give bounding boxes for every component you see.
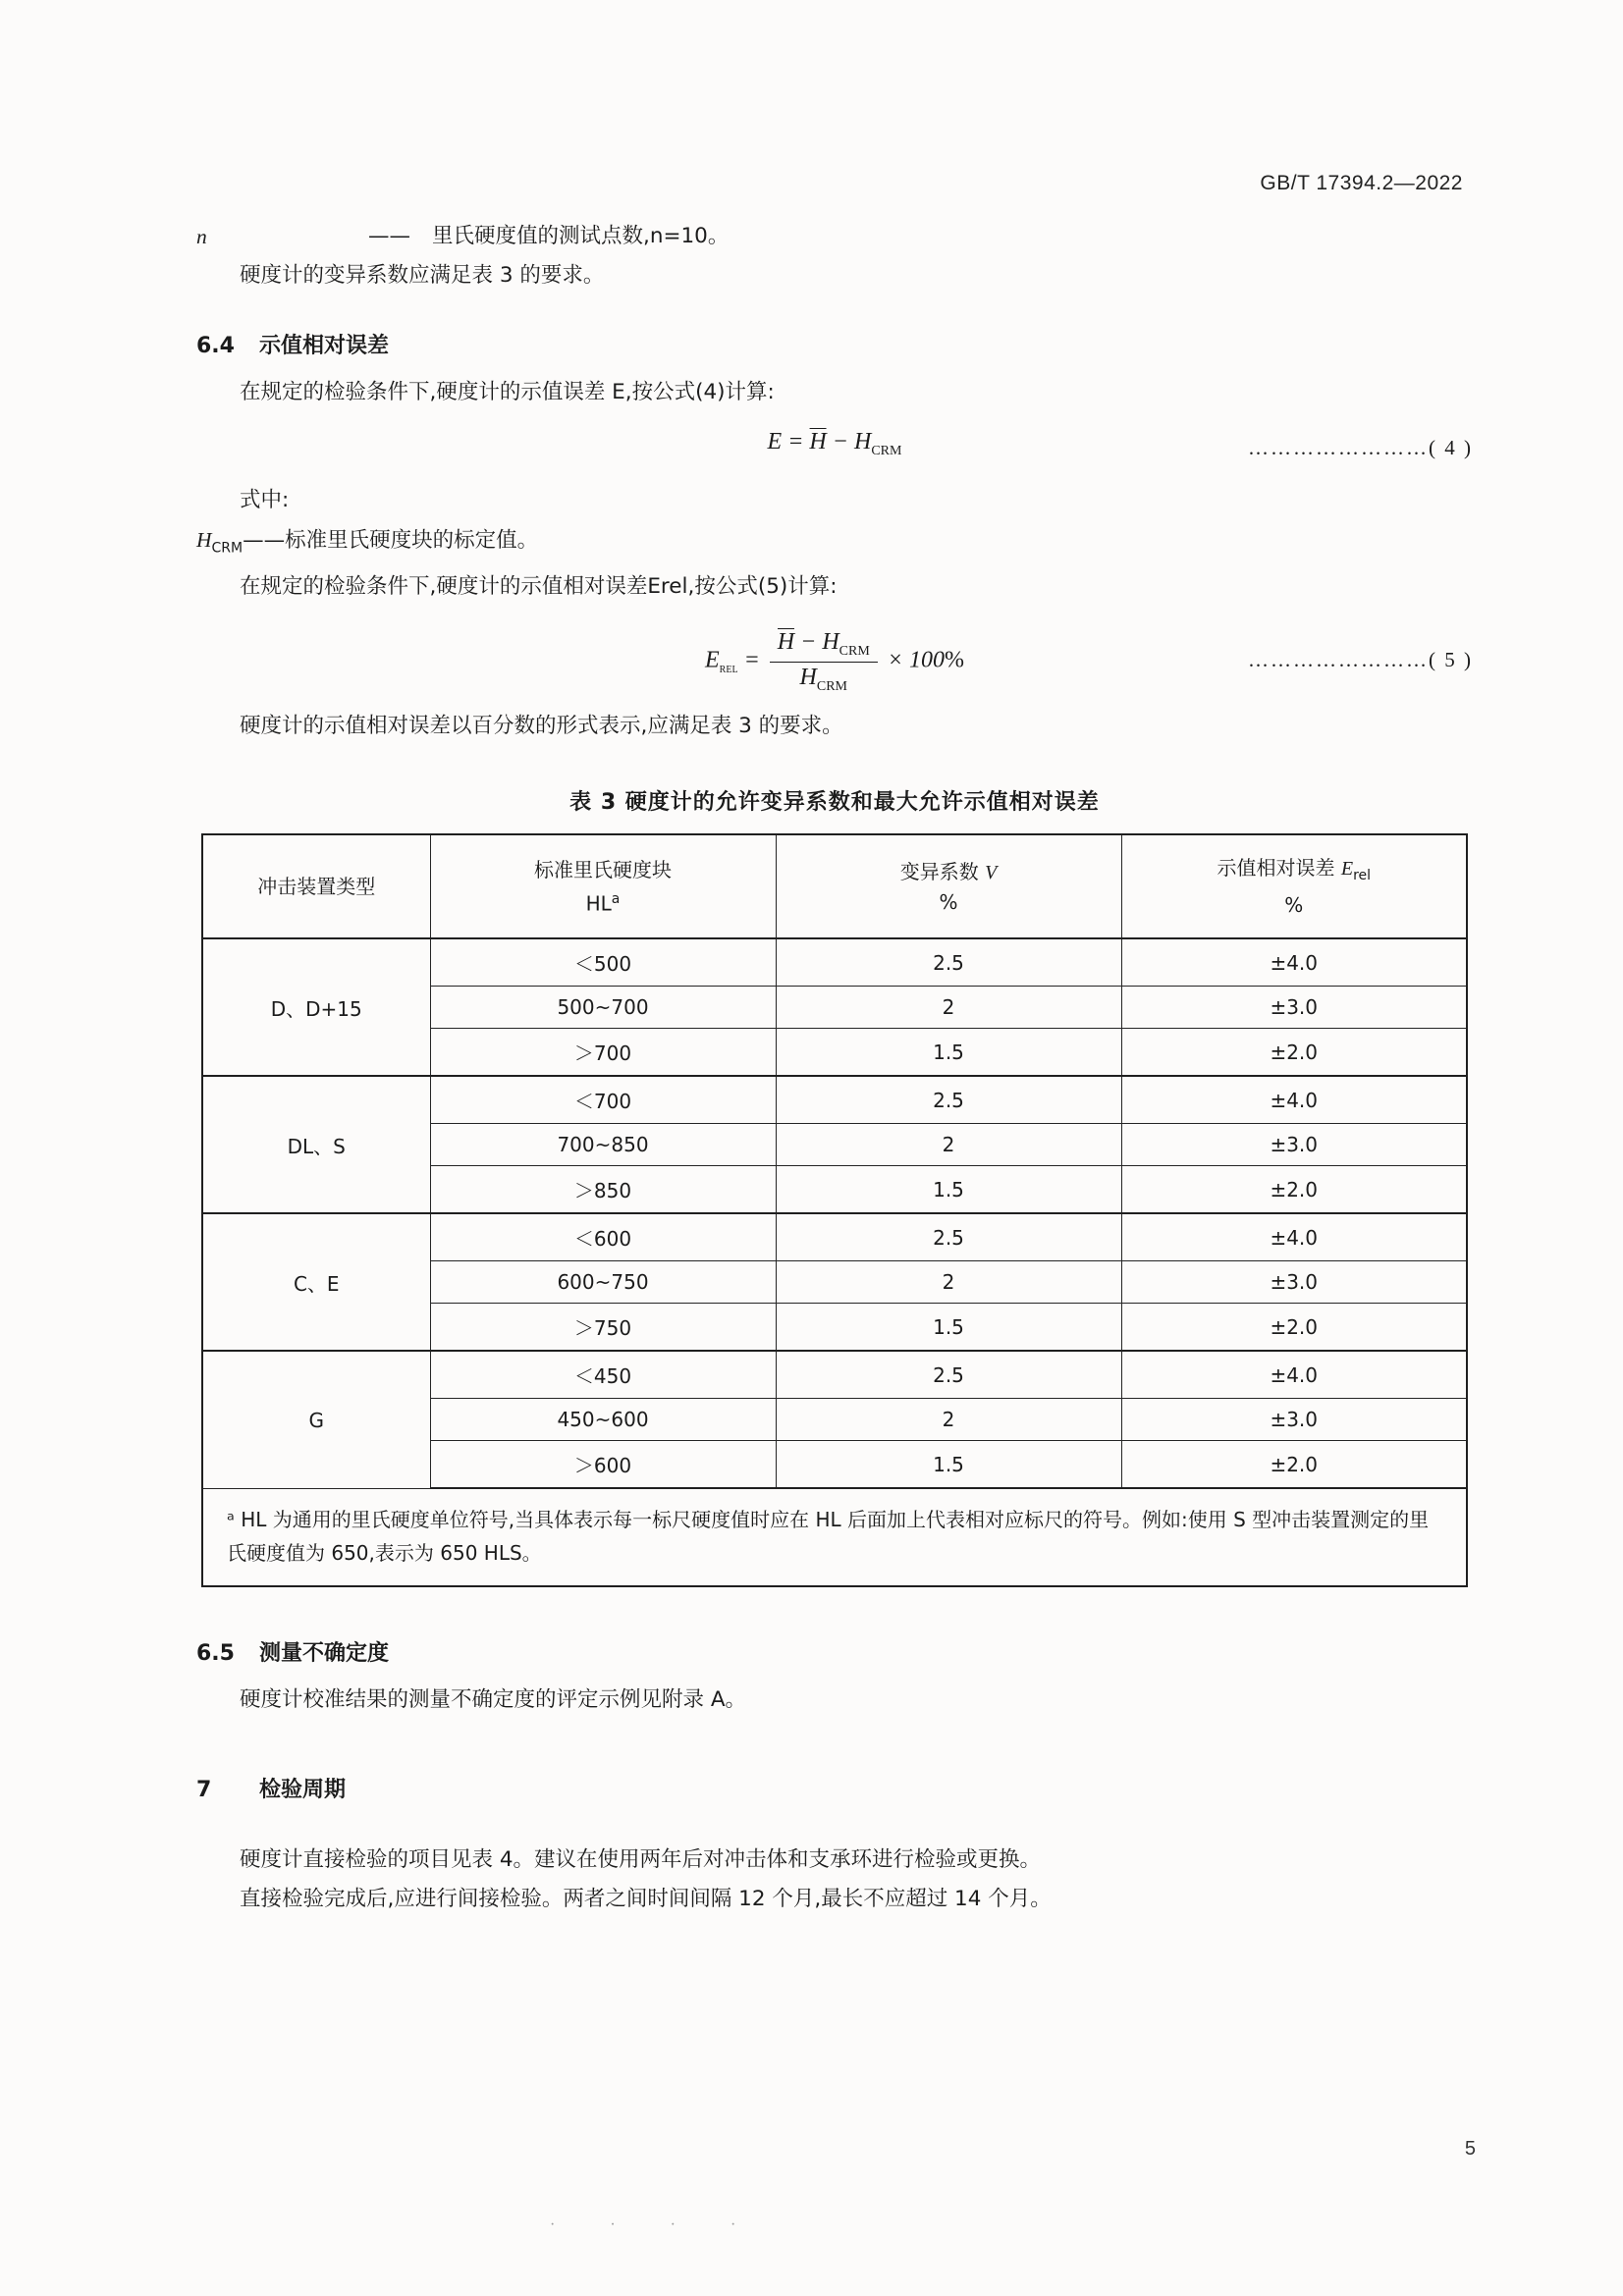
v-cell: 2: [776, 987, 1121, 1029]
header-device-type: 冲击装置类型: [202, 834, 430, 938]
formula-5: $E_{rel}$ = $\frac{H - H_{CRM}}{H_{CRM}}$ × 100%: [705, 629, 964, 694]
hl-cell: ＜450: [430, 1351, 776, 1399]
v-cell: 1.5: [776, 1166, 1121, 1214]
section-7-heading: [196, 1773, 1473, 1803]
section-7-title: 检验周期: [259, 1778, 347, 1803]
table-row: [202, 938, 1467, 987]
section-7-number: 7: [196, 1778, 212, 1803]
v-cell: 1.5: [776, 1304, 1121, 1352]
e-cell: ±3.0: [1121, 1399, 1467, 1441]
e-cell: ±2.0: [1121, 1166, 1467, 1214]
header-relative-error: 示值相对误差 $E_{rel}$ %: [1121, 834, 1467, 938]
section-6.5-number: 6.5: [196, 1641, 235, 1667]
hl-cell: ＜700: [430, 1076, 776, 1124]
header-variation-coefficient: 变异系数 V %: [776, 834, 1121, 938]
formula-4-row: [196, 428, 1473, 471]
section-6.5-heading: [196, 1636, 1473, 1667]
formula-4: $E = H - H_{CRM}$: [767, 429, 902, 458]
symbol-n-description: 里氏硬度值的测试点数,n=10。: [432, 224, 730, 248]
device-type-cell: G: [202, 1351, 430, 1488]
v-cell: 2.5: [776, 1351, 1121, 1399]
v-cell: 2: [776, 1261, 1121, 1304]
e-cell: ±2.0: [1121, 1304, 1467, 1352]
e-cell: ±4.0: [1121, 1213, 1467, 1261]
e-cell: ±4.0: [1121, 1351, 1467, 1399]
v-cell: 2.5: [776, 938, 1121, 987]
hl-cell: ＞700: [430, 1029, 776, 1077]
table-3-footnote: ᵃ HL 为通用的里氏硬度单位符号,当具体表示每一标尺硬度值时应在 HL 后面加上代表相对应标尺的符号。例如:使用 S 型冲击装置测定的里氏硬度值为 650,表示为 650 HLS。: [202, 1488, 1467, 1586]
symbol-definition-row: [196, 217, 1473, 256]
e-cell: ±3.0: [1121, 1124, 1467, 1166]
table-row: [202, 1213, 1467, 1261]
variation-coefficient-sentence: 硬度计的变异系数应满足表 3 的要求。: [240, 263, 605, 288]
hl-cell: 700~850: [430, 1124, 776, 1166]
section-6.4-heading: [196, 329, 1473, 359]
table-3: [201, 833, 1468, 1587]
table-row: [202, 1076, 1467, 1124]
section-7-paragraph-2: 直接检验完成后,应进行间接检验。两者之间时间间隔 12 个月,最长不应超过 14 个月。: [240, 1887, 1052, 1912]
e-cell: ±3.0: [1121, 1261, 1467, 1304]
table-3-note-row: [202, 1488, 1467, 1586]
e-cell: ±4.0: [1121, 938, 1467, 987]
v-cell: 1.5: [776, 1029, 1121, 1077]
hl-cell: ＜500: [430, 938, 776, 987]
v-cell: 2: [776, 1124, 1121, 1166]
v-cell: 1.5: [776, 1441, 1121, 1489]
table-3-title: 表 3 硬度计的允许变异系数和最大允许示值相对误差: [569, 790, 1100, 816]
hl-cell: ＜600: [430, 1213, 776, 1261]
v-cell: 2.5: [776, 1213, 1121, 1261]
v-cell: 2: [776, 1399, 1121, 1441]
e-cell: ±4.0: [1121, 1076, 1467, 1124]
section-6.4-paragraph-3: 硬度计的示值相对误差以百分数的形式表示,应满足表 3 的要求。: [240, 714, 843, 739]
v-cell: 2.5: [776, 1076, 1121, 1124]
hl-cell: 500~700: [430, 987, 776, 1029]
hl-cell: ＞850: [430, 1166, 776, 1214]
e-cell: ±2.0: [1121, 1029, 1467, 1077]
hcrm-definition: $H_{CRM}——$标准里氏硬度块的标定值。: [196, 528, 539, 557]
header-standard-block: 标准里氏硬度块 $HL^a$: [430, 834, 776, 938]
where-label: 式中:: [240, 488, 290, 512]
hl-cell: ＞750: [430, 1304, 776, 1352]
standard-code-header: GB/T 17394.2—2022: [1260, 172, 1463, 194]
hl-cell: ＞600: [430, 1441, 776, 1489]
device-type-cell: DL、S: [202, 1076, 430, 1213]
device-type-cell: C、E: [202, 1213, 430, 1351]
section-6.4-number: 6.4: [196, 334, 235, 358]
page-content: [196, 172, 1473, 1919]
page-number: 5: [1464, 2138, 1476, 2160]
table-3-header-row: [202, 834, 1467, 938]
device-type-cell: D、D+15: [202, 938, 430, 1076]
hl-cell: 600~750: [430, 1261, 776, 1304]
formula-5-number: ……………………( 5 ): [1248, 648, 1473, 672]
e-cell: ±2.0: [1121, 1441, 1467, 1489]
table-3-body: [202, 938, 1467, 1586]
symbol-dash: ——: [368, 224, 410, 248]
section-6.4-title: 示值相对误差: [259, 334, 390, 358]
symbol-n: n: [196, 225, 207, 248]
section-7-paragraph-1: 硬度计直接检验的项目见表 4。建议在使用两年后对冲击体和支承环进行检验或更换。: [240, 1847, 1042, 1873]
hl-cell: 450~600: [430, 1399, 776, 1441]
formula-4-number: ……………………( 4 ): [1248, 436, 1473, 459]
section-6.4-paragraph-1: 在规定的检验条件下,硬度计的示值误差 E,按公式(4)计算:: [240, 380, 775, 404]
table-row: [202, 1351, 1467, 1399]
e-cell: ±3.0: [1121, 987, 1467, 1029]
section-6.5-title: 测量不确定度: [259, 1641, 390, 1667]
printer-marks: · · · ·: [550, 2216, 762, 2233]
formula-5-row: [196, 628, 1473, 697]
section-6.4-paragraph-2: 在规定的检验条件下,硬度计的示值相对误差Erel,按公式(5)计算:: [240, 574, 838, 600]
section-6.5-paragraph-1: 硬度计校准结果的测量不确定度的评定示例见附录 A。: [240, 1687, 747, 1713]
